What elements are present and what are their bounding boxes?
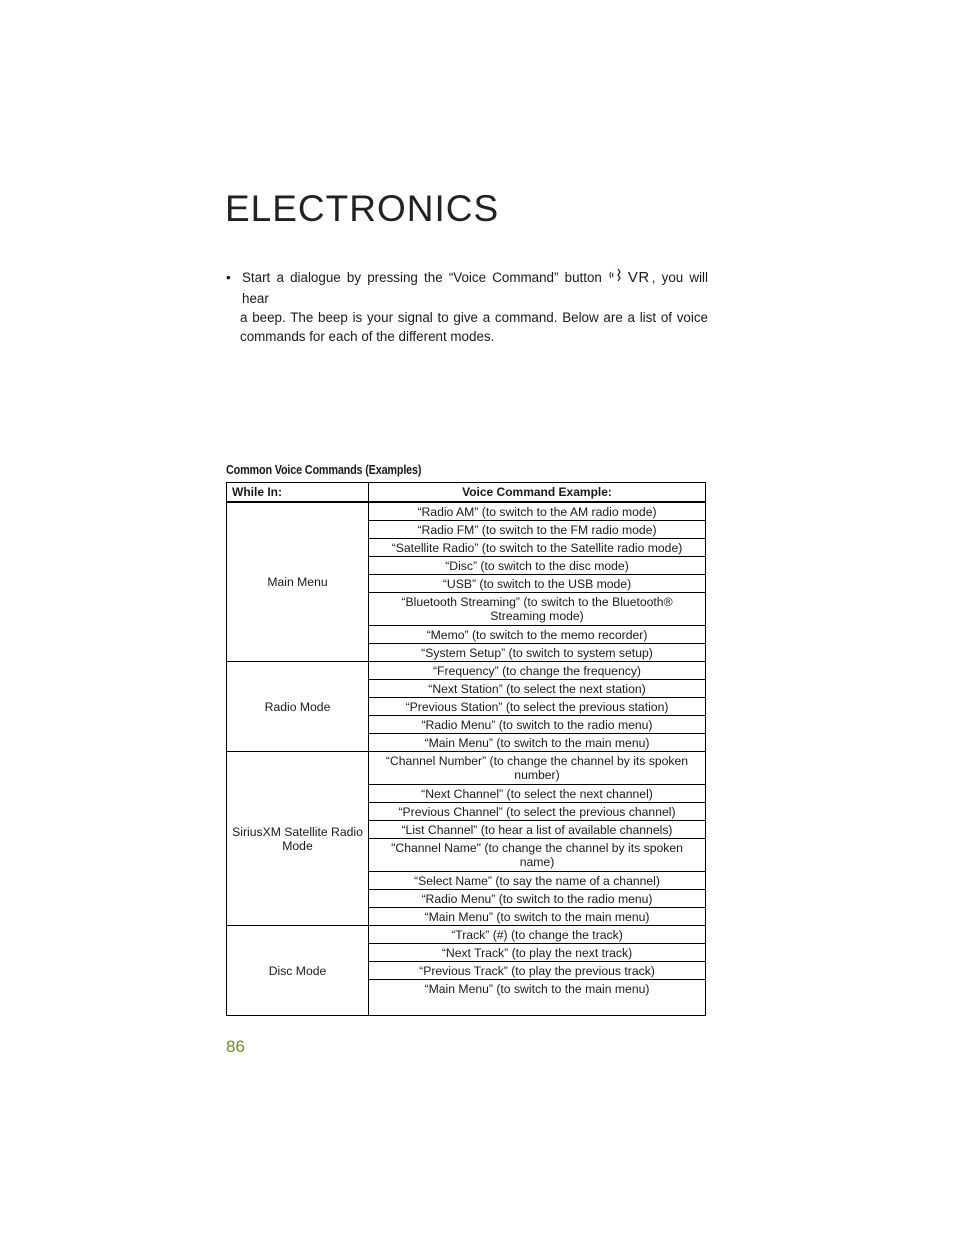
command-cell: "Channel Name" (to change the channel by its spoken name): [369, 839, 706, 872]
intro-after-icon: , you will hear: [242, 270, 708, 306]
command-cell: “Track” (#) (to change the track): [369, 926, 706, 944]
intro-before-icon: Start a dialogue by pressing the “Voice Command” button: [242, 270, 602, 286]
command-cell: “Frequency” (to change the frequency): [369, 662, 706, 680]
table-row: [227, 502, 706, 521]
command-cell: “Channel Number” (to change the channel by its spoken number): [369, 752, 706, 785]
mode-cell: Radio Mode: [227, 662, 369, 752]
command-cell: “Main Menu” (to switch to the main menu): [369, 980, 706, 1016]
command-cell: “Radio Menu” (to switch to the radio menu): [369, 890, 706, 908]
command-cell: “Radio FM” (to switch to the FM radio mode): [369, 521, 706, 539]
command-cell: “List Channel” (to hear a list of available channels): [369, 821, 706, 839]
command-cell: “Satellite Radio” (to switch to the Satellite radio mode): [369, 539, 706, 557]
command-cell: “Previous Station” (to select the previous station): [369, 698, 706, 716]
table-row: [227, 662, 706, 680]
command-cell: “Previous Track” (to play the previous track): [369, 962, 706, 980]
page-number: 86: [226, 1037, 245, 1056]
bullet: •: [226, 270, 231, 285]
command-cell: “USB” (to switch to the USB mode): [369, 575, 706, 593]
mode-cell: Main Menu: [227, 502, 369, 662]
command-cell: “Disc” (to switch to the disc mode): [369, 557, 706, 575]
command-cell: “Next Station” (to select the next station): [369, 680, 706, 698]
table-header-row: [227, 483, 706, 503]
table-caption: Common Voice Commands (Examples): [226, 463, 422, 477]
section-title: ELECTRONICS: [225, 188, 500, 229]
command-cell: “Select Name” (to say the name of a channel): [369, 872, 706, 890]
header-voice-command-example: Voice Command Example:: [369, 483, 706, 503]
command-cell: “Bluetooth Streaming” (to switch to the Bluetooth® Streaming mode): [369, 593, 706, 626]
table-row: [227, 752, 706, 785]
command-cell: “Previous Channel” (to select the previous channel): [369, 803, 706, 821]
intro-rest: a beep. The beep is your signal to give a command. Below are a list of voice commands for each of the different modes.: [240, 310, 708, 344]
table-row: [227, 926, 706, 944]
intro-line-1: [226, 268, 708, 308]
command-cell: “Main Menu” (to switch to the main menu): [369, 908, 706, 926]
mode-cell: SiriusXM Satellite Radio Mode: [227, 752, 369, 926]
command-cell: “Radio Menu” (to switch to the radio menu): [369, 716, 706, 734]
voice-command-label: VR: [627, 269, 650, 287]
header-while-in: While In:: [227, 483, 369, 503]
mode-cell: Disc Mode: [227, 926, 369, 1016]
command-cell: “Main Menu” (to switch to the main menu): [369, 734, 706, 752]
voice-commands-table: [226, 482, 706, 1016]
intro-paragraph: [226, 268, 708, 346]
voice-command-icon: [608, 268, 622, 287]
command-cell: “Radio AM” (to switch to the AM radio mode): [369, 502, 706, 521]
command-cell: “System Setup” (to switch to system setup): [369, 644, 706, 662]
command-cell: “Memo” (to switch to the memo recorder): [369, 626, 706, 644]
command-cell: “Next Track” (to play the next track): [369, 944, 706, 962]
command-cell: “Next Channel” (to select the next channel): [369, 785, 706, 803]
